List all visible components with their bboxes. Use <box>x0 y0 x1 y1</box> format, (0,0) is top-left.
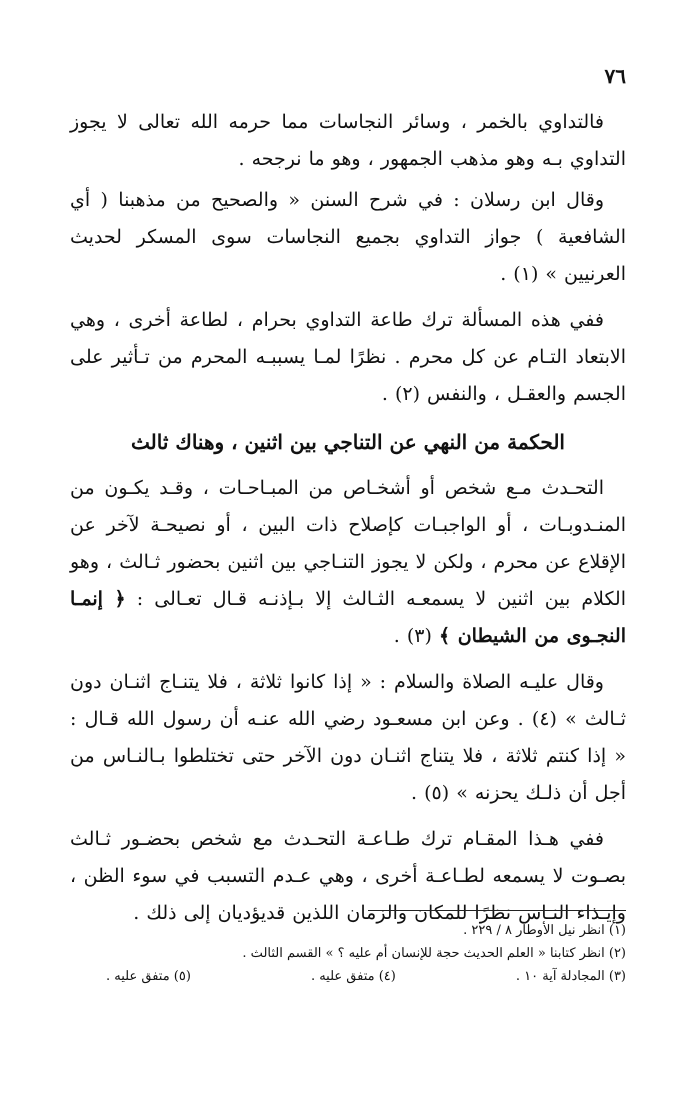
footnote-row <box>106 965 626 988</box>
page-number: ٧٦ <box>604 64 626 88</box>
paragraph-hadith: وقال عليـه الصلاة والسلام : « إذا كانوا ثلاثة ، فلا يتنـاج اثنـان دون ثـالث » (٤) . وعن ابن مسعـود رضي الله عنـه أن رسول الله قـال : « إذا كنتم ثلاثة ، فلا يتناج اثنـان دون الآخر حتى تختلطوا بـالنـاس من أجل أن ذلـك يحزنه » (٥) . <box>70 671 627 804</box>
footnotes <box>70 910 626 988</box>
paragraph-ibn-raslan: وقال ابن رسلان : في شرح السنن « والصحيح من مذهبنا ( أي الشافعية ) جواز التداوي بجميع النجاسات سوى المسكر لحديث العرنيين » (١) . <box>70 189 626 285</box>
footnote-1: (١) انظر نيل الأوطار ٨ / ٢٢٩ . <box>463 923 626 938</box>
paragraph-private-talk-ref: (٣) . <box>393 625 439 647</box>
footnote-4: (٤) متفق عليه . <box>310 969 396 984</box>
quran-verse: ﴿ إنمـا النجـوى من الشيطان ﴾ <box>70 588 626 647</box>
section-heading: الحكمة من النهي عن التناجي بين اثنين ، وهناك ثالث <box>131 430 565 454</box>
book-page <box>70 60 626 1060</box>
footnote-3: (٣) المجادلة آية ١٠ . <box>515 969 626 984</box>
paragraph-conclusion: ففي هـذا المقـام ترك طـاعـة التحـدث مع شخص بحضـور ثـالث بصـوت لا يسمعه لطـاعـة أخرى ، وهي عـدم التسبب في سوء الظن ، وإيـذاء النـاس نظرًا للمكان والزمان اللذين قديؤديان إلى ذلك . <box>70 828 626 924</box>
footnote-divider <box>368 910 626 911</box>
footnote-2: (٢) انظر كتابنا « العلم الحديث حجة للإنسان أم عليه ؟ » القسم الثالث . <box>242 946 626 961</box>
paragraph-remedy-ruling: فالتداوي بالخمر ، وسائر النجاسات مما حرمه الله تعالى لا يجوز التداوي بـه وهو مذهب الجمهور ، وهو ما نرجحه . <box>70 111 626 170</box>
footnote-5: (٥) متفق عليه . <box>106 969 191 984</box>
page-body <box>70 104 626 941</box>
paragraph-private-talk <box>70 470 626 655</box>
paragraph-private-talk-text: التحـدث مـع شخص أو أشخـاص من المبـاحـات ، وقـد يكـون من المنـدوبـات ، أو الواجبـات كإصلاح ذات البين ، أو نصيحـة لآخر عن الإقلاع عن محرم ، ولكن لا يجوز التنـاجي بين اثنين بحضور ثـالث ، وهو الكلام بين اثنين لا يسمعـه الثـالث إلا بـإذنـه قـال تعـالى : <box>69 477 626 610</box>
paragraph-remedy-summary: ففي هذه المسألة ترك طاعة التداوي بحرام ، لطاعة أخرى ، وهي الابتعاد التـام عن كل محرم . نظرًا لمـا يسببـه المحرم من تـأثير على الجسم والعقـل ، والنفس (٢) . <box>70 309 626 405</box>
